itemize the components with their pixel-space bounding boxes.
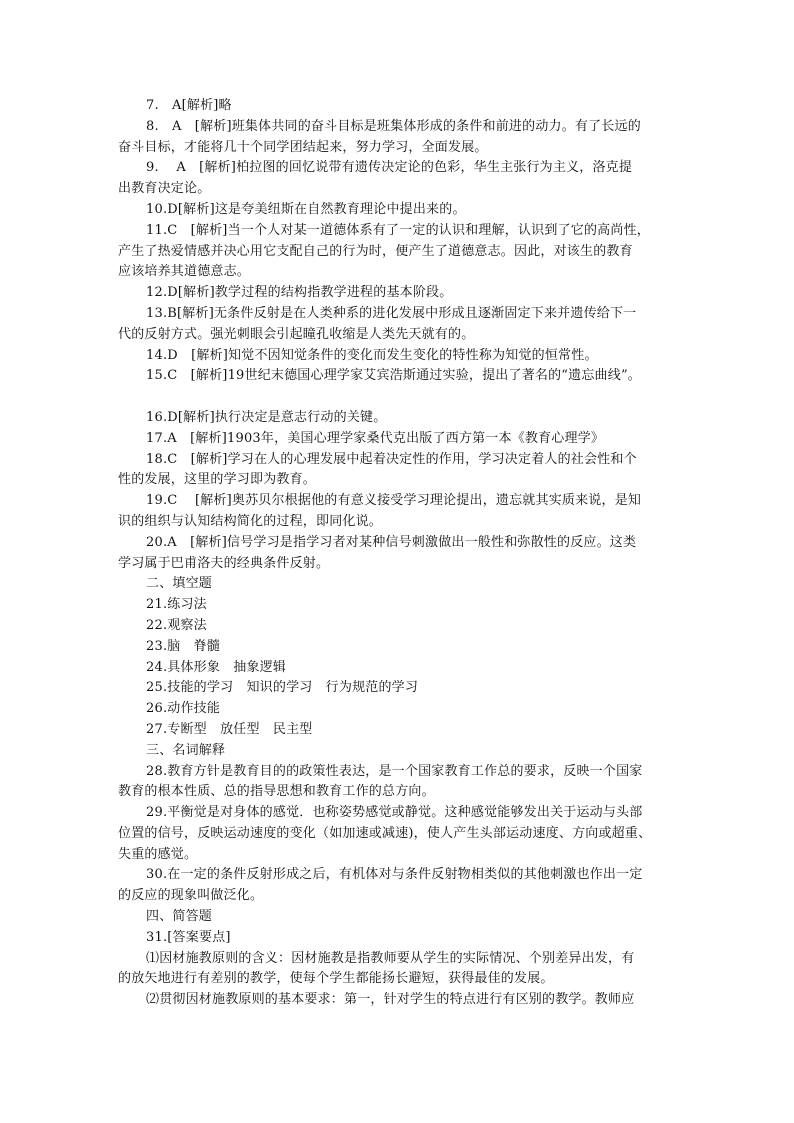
answer-line: 位置的信号，反映运动速度的变化（如加速或减速)，使人产生头部运动速度、方向或超重、: [118, 825, 652, 841]
blank-line: [118, 387, 674, 408]
answer-line: 10.D[解析]这是夸美纽斯在自然教育理论中提出来的。: [146, 201, 466, 217]
answer-line: 代的反射方式。强光刺眼会引起瞳孔收缩是人类先天就有的。: [118, 326, 475, 342]
answer-key-text: [118, 96, 674, 1011]
answer-line: 的反应的现象叫做泛化。: [118, 888, 264, 904]
answer-line: 23.脑 脊髓: [146, 638, 221, 654]
answer-line: 13.B[解析]无条件反射是在人类种系的进化发展中形成且逐渐固定下来并遗传给下一: [146, 305, 637, 321]
answer-line: 20.A [解析]信号学习是指学习者对某种信号刺激做出一般性和弥散性的反应。这类: [146, 534, 637, 550]
answer-line: 应该培养其道德意志。: [118, 264, 251, 280]
answer-line: 16.D[解析]执行决定是意志行动的关键。: [146, 409, 387, 425]
answer-line: 奋斗目标，才能将几十个同学团结起来，努力学习，全面发展。: [118, 139, 488, 155]
answer-line: 失重的感觉。: [118, 846, 198, 862]
answer-line: 性的发展，这里的学习即为教育。: [118, 472, 317, 488]
answer-line: 9. A [解析]柏拉图的回忆说带有遗传决定论的色彩，华生主张行为主义，洛克提: [146, 160, 633, 176]
answer-line: 28.教育方针是教育目的的政策性表达，是一个国家教育工作总的要求，反映一个国家: [146, 763, 643, 779]
answer-line: 29.平衡觉是对身体的感觉．也称姿势感觉或静觉。这种感觉能够发出关于运动与头部: [146, 805, 643, 821]
answer-line: 22.观察法: [146, 617, 207, 633]
answer-line: 8. A [解析]班集体共同的奋斗目标是班集体形成的条件和前进的动力。有了长远的: [146, 118, 641, 134]
answer-line: ⑴因材施教原则的含义：因材施教是指教师要从学生的实际情况、个别差异出发，有: [146, 950, 635, 966]
answer-line: 出教育决定论。: [118, 181, 211, 197]
answer-line: 识的组织与认知结构简化的过程，即同化说。: [118, 513, 383, 529]
answer-line: 学习属于巴甫洛夫的经典条件反射。: [118, 555, 330, 571]
answer-line: 12.D[解析]教学过程的结构指教学进程的基本阶段。: [146, 285, 453, 301]
answer-line: 的放矢地进行有差别的教学，使每个学生都能扬长避短，获得最佳的发展。: [118, 971, 554, 987]
answer-line: 产生了热爱情感并决心用它支配自己的行为时，便产生了道德意志。因此，对该生的教育: [118, 243, 633, 259]
answer-line: 21.练习法: [146, 597, 207, 613]
answer-line: 14.D [解析]知觉不因知觉条件的变化而发生变化的特性称为知觉的恒常性。: [146, 347, 598, 363]
answer-line: 27.专断型 放任型 民主型: [146, 721, 313, 737]
answer-line: 教育的根本性质、总的指导思想和教育工作的总方向。: [118, 784, 435, 800]
answer-line: 18.C [解析]学习在人的心理发展中起着决定性的作用，学习决定着人的社会性和个: [146, 451, 637, 467]
answer-line: 15.C [解析]19世纪末德国心理学家艾宾浩斯通过实验，提出了著名的“遗忘曲线”。: [146, 368, 641, 384]
answer-line: 31.[答案要点]: [146, 929, 231, 945]
answer-line: 19.C [解析]奥苏贝尔根据他的有意义接受学习理论提出，遗忘就其实质来说，是知: [146, 493, 642, 509]
answer-line: 24.具体形象 抽象逻辑: [146, 659, 287, 675]
answer-line: 17.A [解析]1903年，美国心理学家桑代克出版了西方第一本《教育心理学》: [146, 430, 605, 446]
answer-line: 11.C [解析]当一个人对某一道德体系有了一定的认识和理解，认识到了它的高尚性，: [146, 222, 650, 238]
answer-line: 25.技能的学习 知识的学习 行为规范的学习: [146, 680, 419, 696]
answer-line: 30.在一定的条件反射形成之后，有机体对与条件反射物相类似的其他刺激也作出一定: [146, 867, 643, 883]
section-heading: 三、名词解释: [146, 742, 226, 758]
section-heading: 四、简答题: [146, 909, 213, 925]
answer-line: 26.动作技能: [146, 701, 221, 717]
answer-line: ⑵贯彻因材施教原则的基本要求：第一，针对学生的特点进行有区别的教学。教师应: [146, 992, 635, 1008]
answer-line: 7. A[解析]略: [146, 98, 232, 113]
section-heading: 二、填空题: [146, 576, 213, 592]
